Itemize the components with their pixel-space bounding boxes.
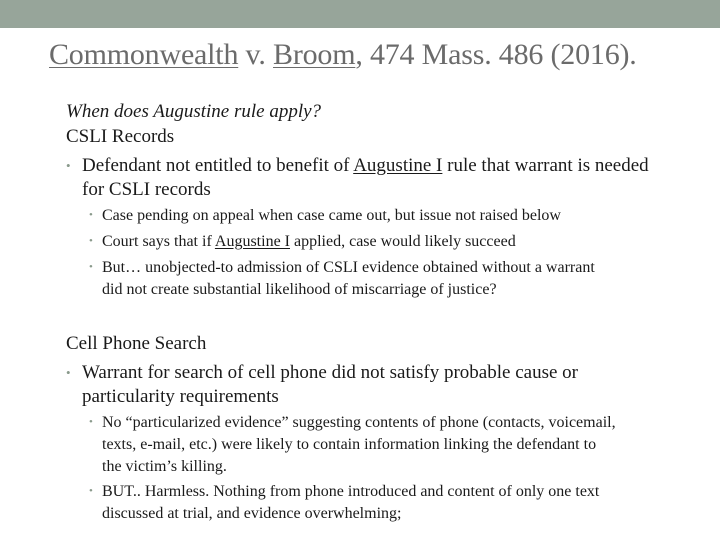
bullet-csli-defendant: • Defendant not entitled to benefit of Augustine I rule that warrant is needed: [66, 155, 649, 176]
bullet-icon: •: [89, 416, 93, 428]
bullet-icon: •: [89, 261, 93, 273]
bullet-csli-defendant-cont: for CSLI records: [82, 179, 211, 200]
title-versus: v.: [238, 38, 274, 71]
top-accent-band: [0, 0, 720, 28]
sub-bullet-court-says: • Court says that if Augustine I applied, case would likely succeed: [89, 233, 516, 250]
bullet-icon: •: [89, 235, 93, 247]
augustine-i-ref: Augustine I: [353, 155, 443, 176]
sub-bullet-particularized-cont1: texts, e-mail, etc.) were likely to contain information linking the defendant to: [102, 436, 597, 453]
title-citation: , 474 Mass. 486 (2016).: [355, 38, 637, 71]
question-line: When does Augustine rule apply?: [66, 101, 322, 122]
bullet-warrant-cont: particularity requirements: [82, 386, 279, 407]
case-name-broom: Broom: [273, 38, 356, 71]
sub-bullet-harmless-cont: discussed at trial, and evidence overwhelming;: [102, 505, 402, 522]
bullet-icon: •: [89, 485, 93, 497]
bullet-icon: •: [89, 209, 93, 221]
heading-cell-phone-search: Cell Phone Search: [66, 333, 207, 354]
sub-bullet-pending-appeal: • Case pending on appeal when case came out, but issue not raised below: [89, 207, 561, 224]
bullet-icon: •: [66, 158, 71, 173]
sub-bullet-unobjected-cont: did not create substantial likelihood of miscarriage of justice?: [102, 281, 497, 298]
sub-bullet-unobjected: • But… unobjected-to admission of CSLI evidence obtained without a warrant: [89, 259, 595, 276]
augustine-i-ref: Augustine I: [214, 233, 290, 250]
bullet-icon: •: [66, 365, 71, 380]
bullet-warrant: • Warrant for search of cell phone did not satisfy probable cause or: [66, 362, 578, 383]
heading-csli-records: CSLI Records: [66, 126, 175, 147]
sub-bullet-harmless: • BUT.. Harmless. Nothing from phone introduced and content of only one text: [89, 483, 600, 500]
sub-bullet-particularized-cont2: the victim’s killing.: [102, 458, 227, 475]
case-name-commonwealth: Commonwealth: [49, 38, 239, 71]
slide-title: [49, 38, 637, 72]
sub-bullet-particularized: • No “particularized evidence” suggesting contents of phone (contacts, voicemail,: [89, 414, 616, 431]
